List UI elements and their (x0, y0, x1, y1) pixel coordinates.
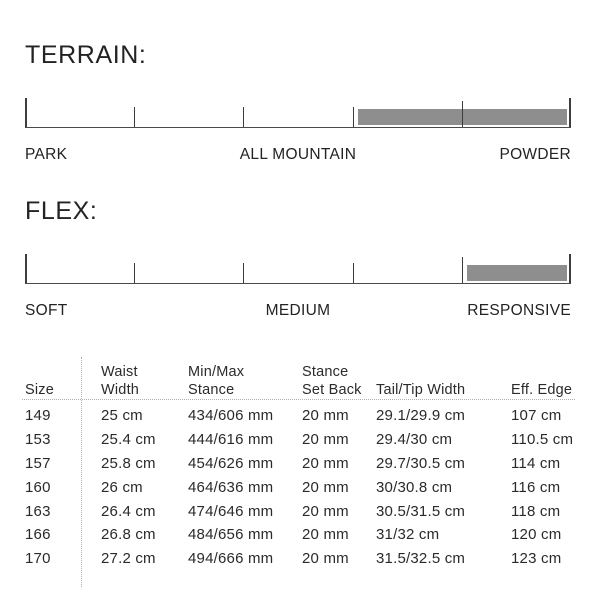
cell-waist-width: 26.4 cm (101, 502, 156, 520)
table-row (25, 475, 575, 499)
cell-eff-edge: 120 cm (511, 526, 562, 544)
table-header-rule (22, 399, 575, 400)
flex-scale-labels (25, 302, 571, 320)
scale-tick (353, 107, 354, 127)
cell-eff-edge: 116 cm (511, 478, 561, 496)
flex-rating-bar (467, 265, 567, 281)
terrain-label-park: PARK (25, 146, 68, 163)
scale-tick (134, 263, 135, 283)
cell-stance-set-back: 20 mm (302, 407, 349, 425)
flex-title: FLEX: (25, 197, 98, 225)
cell-size: 163 (25, 502, 51, 520)
scale-tick (569, 254, 571, 283)
cell-min-max-stance: 474/646 mm (188, 502, 274, 520)
scale-tick (353, 263, 354, 283)
table-row (25, 452, 575, 476)
cell-size: 170 (25, 550, 51, 568)
table-row (25, 499, 575, 523)
terrain-title: TERRAIN: (25, 41, 147, 69)
cell-eff-edge: 123 cm (511, 550, 562, 568)
cell-tail-tip-width: 30.5/31.5 cm (376, 502, 466, 520)
cell-stance-set-back: 20 mm (302, 502, 349, 520)
table-row (25, 547, 575, 571)
cell-waist-width: 27.2 cm (101, 550, 156, 568)
cell-tail-tip-width: 29.1/29.9 cm (376, 407, 466, 425)
cell-stance-set-back: 20 mm (302, 454, 349, 472)
cell-min-max-stance: 444/616 mm (188, 431, 274, 449)
header-tail-tip-width: Tail/Tip Width (376, 382, 466, 398)
cell-waist-width: 25 cm (101, 407, 143, 425)
header-stance-set-back: Stance Set Back (302, 364, 362, 398)
cell-tail-tip-width: 31/32 cm (376, 526, 440, 544)
flex-label-responsive: RESPONSIVE (467, 302, 571, 319)
table-row (25, 523, 575, 547)
cell-eff-edge: 118 cm (511, 502, 561, 520)
header-eff-edge: Eff. Edge (511, 382, 573, 398)
cell-min-max-stance: 434/606 mm (188, 407, 274, 425)
cell-tail-tip-width: 30/30.8 cm (376, 478, 453, 496)
header-min-max-stance: Min/Max Stance (188, 364, 245, 398)
cell-waist-width: 25.8 cm (101, 454, 156, 472)
cell-waist-width: 25.4 cm (101, 431, 156, 449)
cell-min-max-stance: 464/636 mm (188, 478, 274, 496)
cell-eff-edge: 114 cm (511, 454, 561, 472)
cell-tail-tip-width: 29.7/30.5 cm (376, 454, 466, 472)
cell-min-max-stance: 484/656 mm (188, 526, 274, 544)
table-row (25, 404, 575, 428)
scale-tick (25, 254, 27, 283)
scale-tick (462, 257, 463, 283)
cell-stance-set-back: 20 mm (302, 478, 349, 496)
cell-size: 157 (25, 454, 51, 472)
cell-size: 160 (25, 478, 51, 496)
flex-label-medium: MEDIUM (265, 302, 331, 319)
cell-stance-set-back: 20 mm (302, 550, 349, 568)
scale-tick (134, 107, 135, 127)
header-waist-width: Waist Width (101, 364, 140, 398)
flex-label-soft: SOFT (25, 302, 68, 319)
cell-min-max-stance: 494/666 mm (188, 550, 274, 568)
cell-waist-width: 26 cm (101, 478, 143, 496)
cell-size: 153 (25, 431, 51, 449)
cell-eff-edge: 107 cm (511, 407, 562, 425)
terrain-label-all-mountain: ALL MOUNTAIN (239, 146, 357, 163)
cell-tail-tip-width: 31.5/32.5 cm (376, 550, 466, 568)
cell-waist-width: 26.8 cm (101, 526, 156, 544)
cell-stance-set-back: 20 mm (302, 431, 349, 449)
cell-stance-set-back: 20 mm (302, 526, 349, 544)
cell-eff-edge: 110.5 cm (511, 431, 574, 449)
table-row (25, 428, 575, 452)
scale-tick (462, 101, 463, 127)
flex-scale (25, 253, 571, 284)
terrain-scale-labels (25, 146, 571, 164)
scale-tick (243, 263, 244, 283)
header-size: Size (25, 382, 55, 398)
cell-min-max-stance: 454/626 mm (188, 454, 274, 472)
scale-tick (243, 107, 244, 127)
cell-size: 149 (25, 407, 51, 425)
terrain-scale (25, 97, 571, 128)
cell-tail-tip-width: 29.4/30 cm (376, 431, 453, 449)
cell-size: 166 (25, 526, 51, 544)
scale-tick (25, 98, 27, 127)
scale-tick (569, 98, 571, 127)
terrain-label-powder: POWDER (499, 146, 571, 163)
table-header-row (25, 357, 575, 399)
